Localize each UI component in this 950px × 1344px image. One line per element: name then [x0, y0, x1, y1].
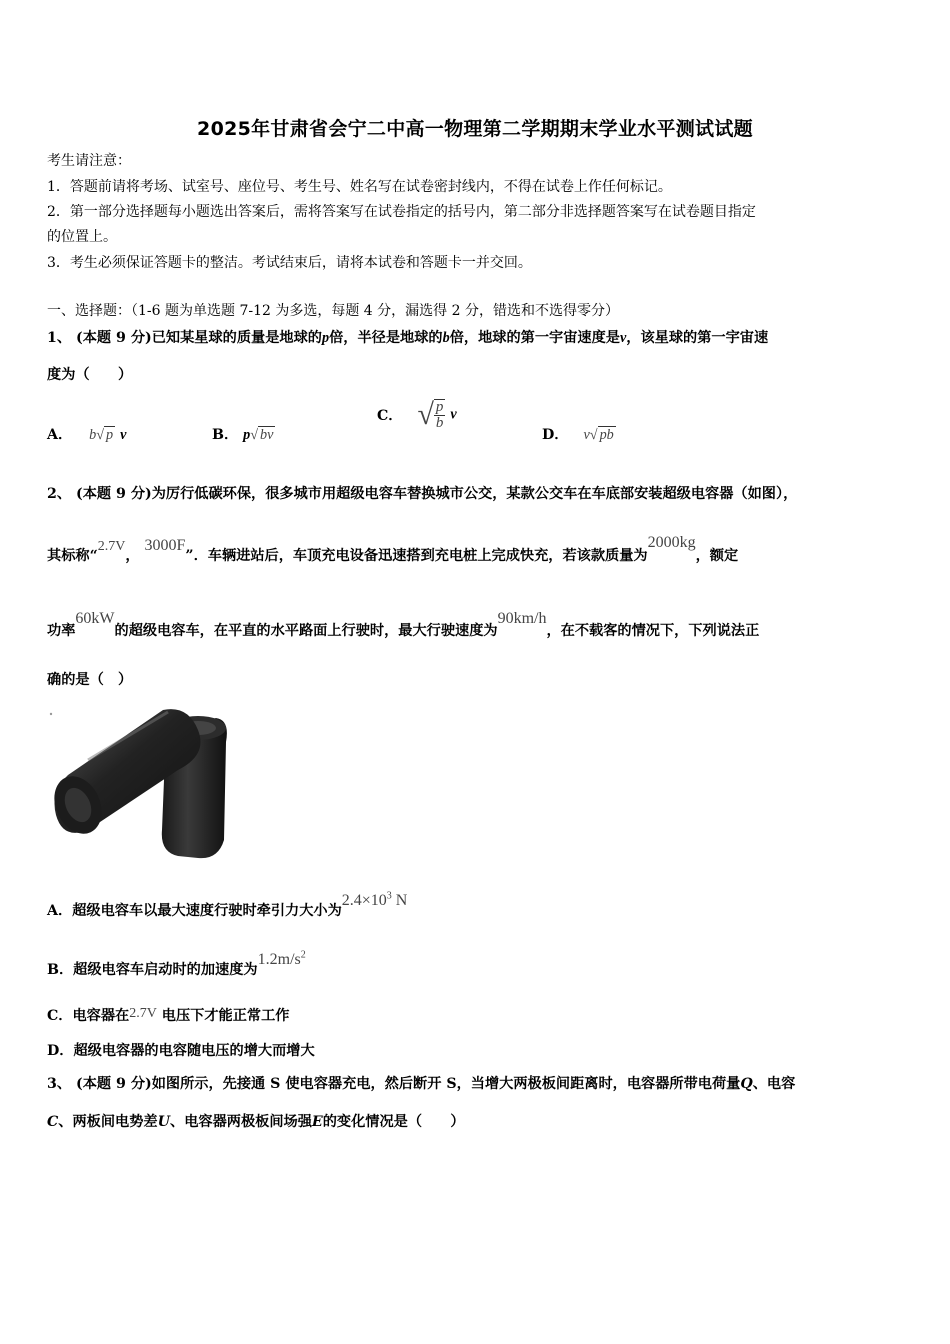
q1-option-c: C． √ $\frac{p}{b}$ v — [377, 398, 457, 431]
q2-option-a: A．超级电容车以最大速度行驶时牵引力大小为$2.4\times 10^3$ N — [47, 890, 408, 919]
notice-item-1: 1．答题前请将考场、试室号、座位号、考生号、姓名写在试卷密封线内，不得在试卷上作任何标记。 — [47, 179, 672, 195]
q2-option-b: B．超级电容车启动时的加速度为$1.2m/s^2$ — [47, 949, 306, 978]
q1-stem-line1: 1、 (本题 9 分)已知某星球的质量是地球的p倍，半径是地球的b倍，地球的第一宇宙速度是v，该星球的第一宇宙速 — [47, 330, 769, 346]
q2-stem-line2: 其标称“2.7V， 3000F”．车辆进站后，车顶充电设备迅速搭到充电桩上完成快充，若该款质量为2000kg，额定 — [47, 534, 739, 564]
q2-stem-line1: 2、 (本题 9 分)为厉行低碳环保，很多城市用超级电容车替换城市公交，某款公交车在车底部安装超级电容器（如图）， — [47, 486, 798, 502]
q1-option-a: A． b√ p v — [47, 427, 127, 443]
q3-stem-line1: 3、 (本题 9 分)如图所示，先接通 S 使电容器充电，然后断开 S，当增大两极板间距离时，电容器所带电荷量Q、电容 — [47, 1076, 796, 1092]
q2-stem-line4: 确的是（ ） — [47, 672, 133, 688]
q3-stem-line2: C、两板间电势差U、电容器两极板间场强E的变化情况是（ ） — [47, 1114, 465, 1130]
q2-option-c: C．电容器在2.7V 电压下才能正常工作 — [47, 1006, 290, 1024]
q2-stem-line3: 功率60kW的超级电容车，在平直的水平路面上行驶时，最大行驶速度为90km/h，在不载客的情况下，下列说法正 — [47, 610, 760, 639]
q2-option-d: D．超级电容器的电容随电压的增大而增大 — [47, 1043, 315, 1059]
q1-stem-line2: 度为（ ） — [47, 367, 133, 383]
q1-option-b: B． p√ bv — [212, 427, 274, 443]
page-title: 2025年甘肃省会宁二中高一物理第二学期期末学业水平测试试题 — [197, 118, 753, 140]
notice-heading: 考生请注意： — [47, 153, 131, 169]
supercapacitor-image — [48, 700, 233, 865]
section-heading: 一、选择题：（1-6 题为单选题 7-12 为多选，每题 4 分，漏选得 2 分，错选和不选得零分） — [47, 303, 619, 319]
q1-option-d: D． v√ pb — [542, 427, 614, 443]
notice-item-2: 2．第一部分选择题每小题选出答案后，需将答案写在试卷指定的括号内，第二部分非选择题答案写在试卷题目指定 — [47, 204, 756, 220]
notice-item-3: 3．考生必须保证答题卡的整洁。考试结束后，请将本试卷和答题卡一并交回。 — [47, 255, 532, 271]
notice-item-2-cont: 的位置上。 — [47, 229, 117, 245]
